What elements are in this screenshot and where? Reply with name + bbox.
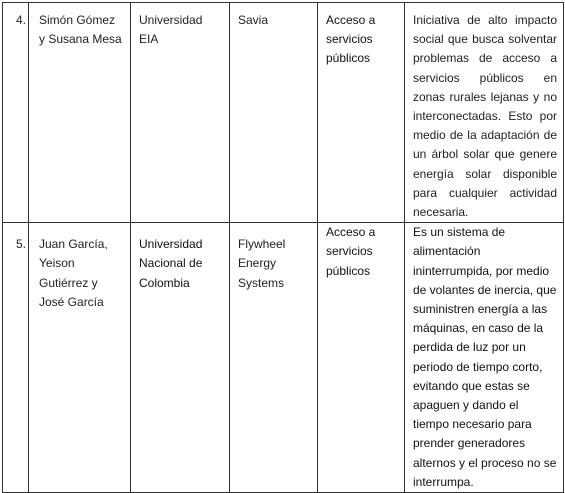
description-cell bbox=[405, 223, 564, 493]
row-sector: Acceso a servicios públicos bbox=[326, 225, 376, 278]
authors-cell bbox=[29, 223, 131, 493]
project-cell bbox=[230, 223, 318, 493]
row-number: 5. bbox=[16, 237, 27, 252]
number-cell bbox=[3, 223, 29, 493]
row-institution: Universidad Nacional de Colombia bbox=[139, 237, 203, 290]
row-number: 4. bbox=[16, 13, 27, 27]
sector-cell bbox=[318, 3, 405, 223]
authors-cell bbox=[29, 3, 131, 223]
row-project: Savia bbox=[238, 13, 269, 27]
project-cell bbox=[230, 3, 318, 223]
row-authors: Juan García, Yeison Gutiérrez y José García bbox=[39, 237, 108, 309]
projects-table bbox=[2, 2, 564, 493]
row-sector: Acceso a servicios públicos bbox=[326, 13, 376, 66]
row-authors: Simón Gómez y Susana Mesa bbox=[39, 13, 122, 47]
table-row bbox=[3, 223, 564, 493]
row-description: Es un sistema de alimentación ininterrumpida, por medio de volantes de inercia, que suministren energía a las máquinas, en caso de la perdida de luz por un periodo de tiempo corto, evitando que estas se apaguen y dando el tiempo necesario para prender generadores alternos y el proceso no se interrumpa. bbox=[413, 225, 557, 489]
institution-cell bbox=[131, 3, 230, 223]
table-row bbox=[3, 3, 564, 223]
sector-cell bbox=[318, 223, 405, 493]
number-cell bbox=[3, 3, 29, 223]
row-description: Iniciativa de alto impacto social que busca solventar problemas de acceso a servicios públicos en zonas rurales lejanas y no interconectadas. Esto por medio de la adaptación de un árbol solar que genere energía solar disponible para cualquier actividad necesaria. bbox=[413, 13, 557, 220]
institution-cell bbox=[131, 223, 230, 493]
row-institution: Universidad EIA bbox=[139, 13, 203, 47]
description-cell bbox=[405, 3, 564, 223]
row-project: Flywheel Energy Systems bbox=[238, 237, 286, 290]
